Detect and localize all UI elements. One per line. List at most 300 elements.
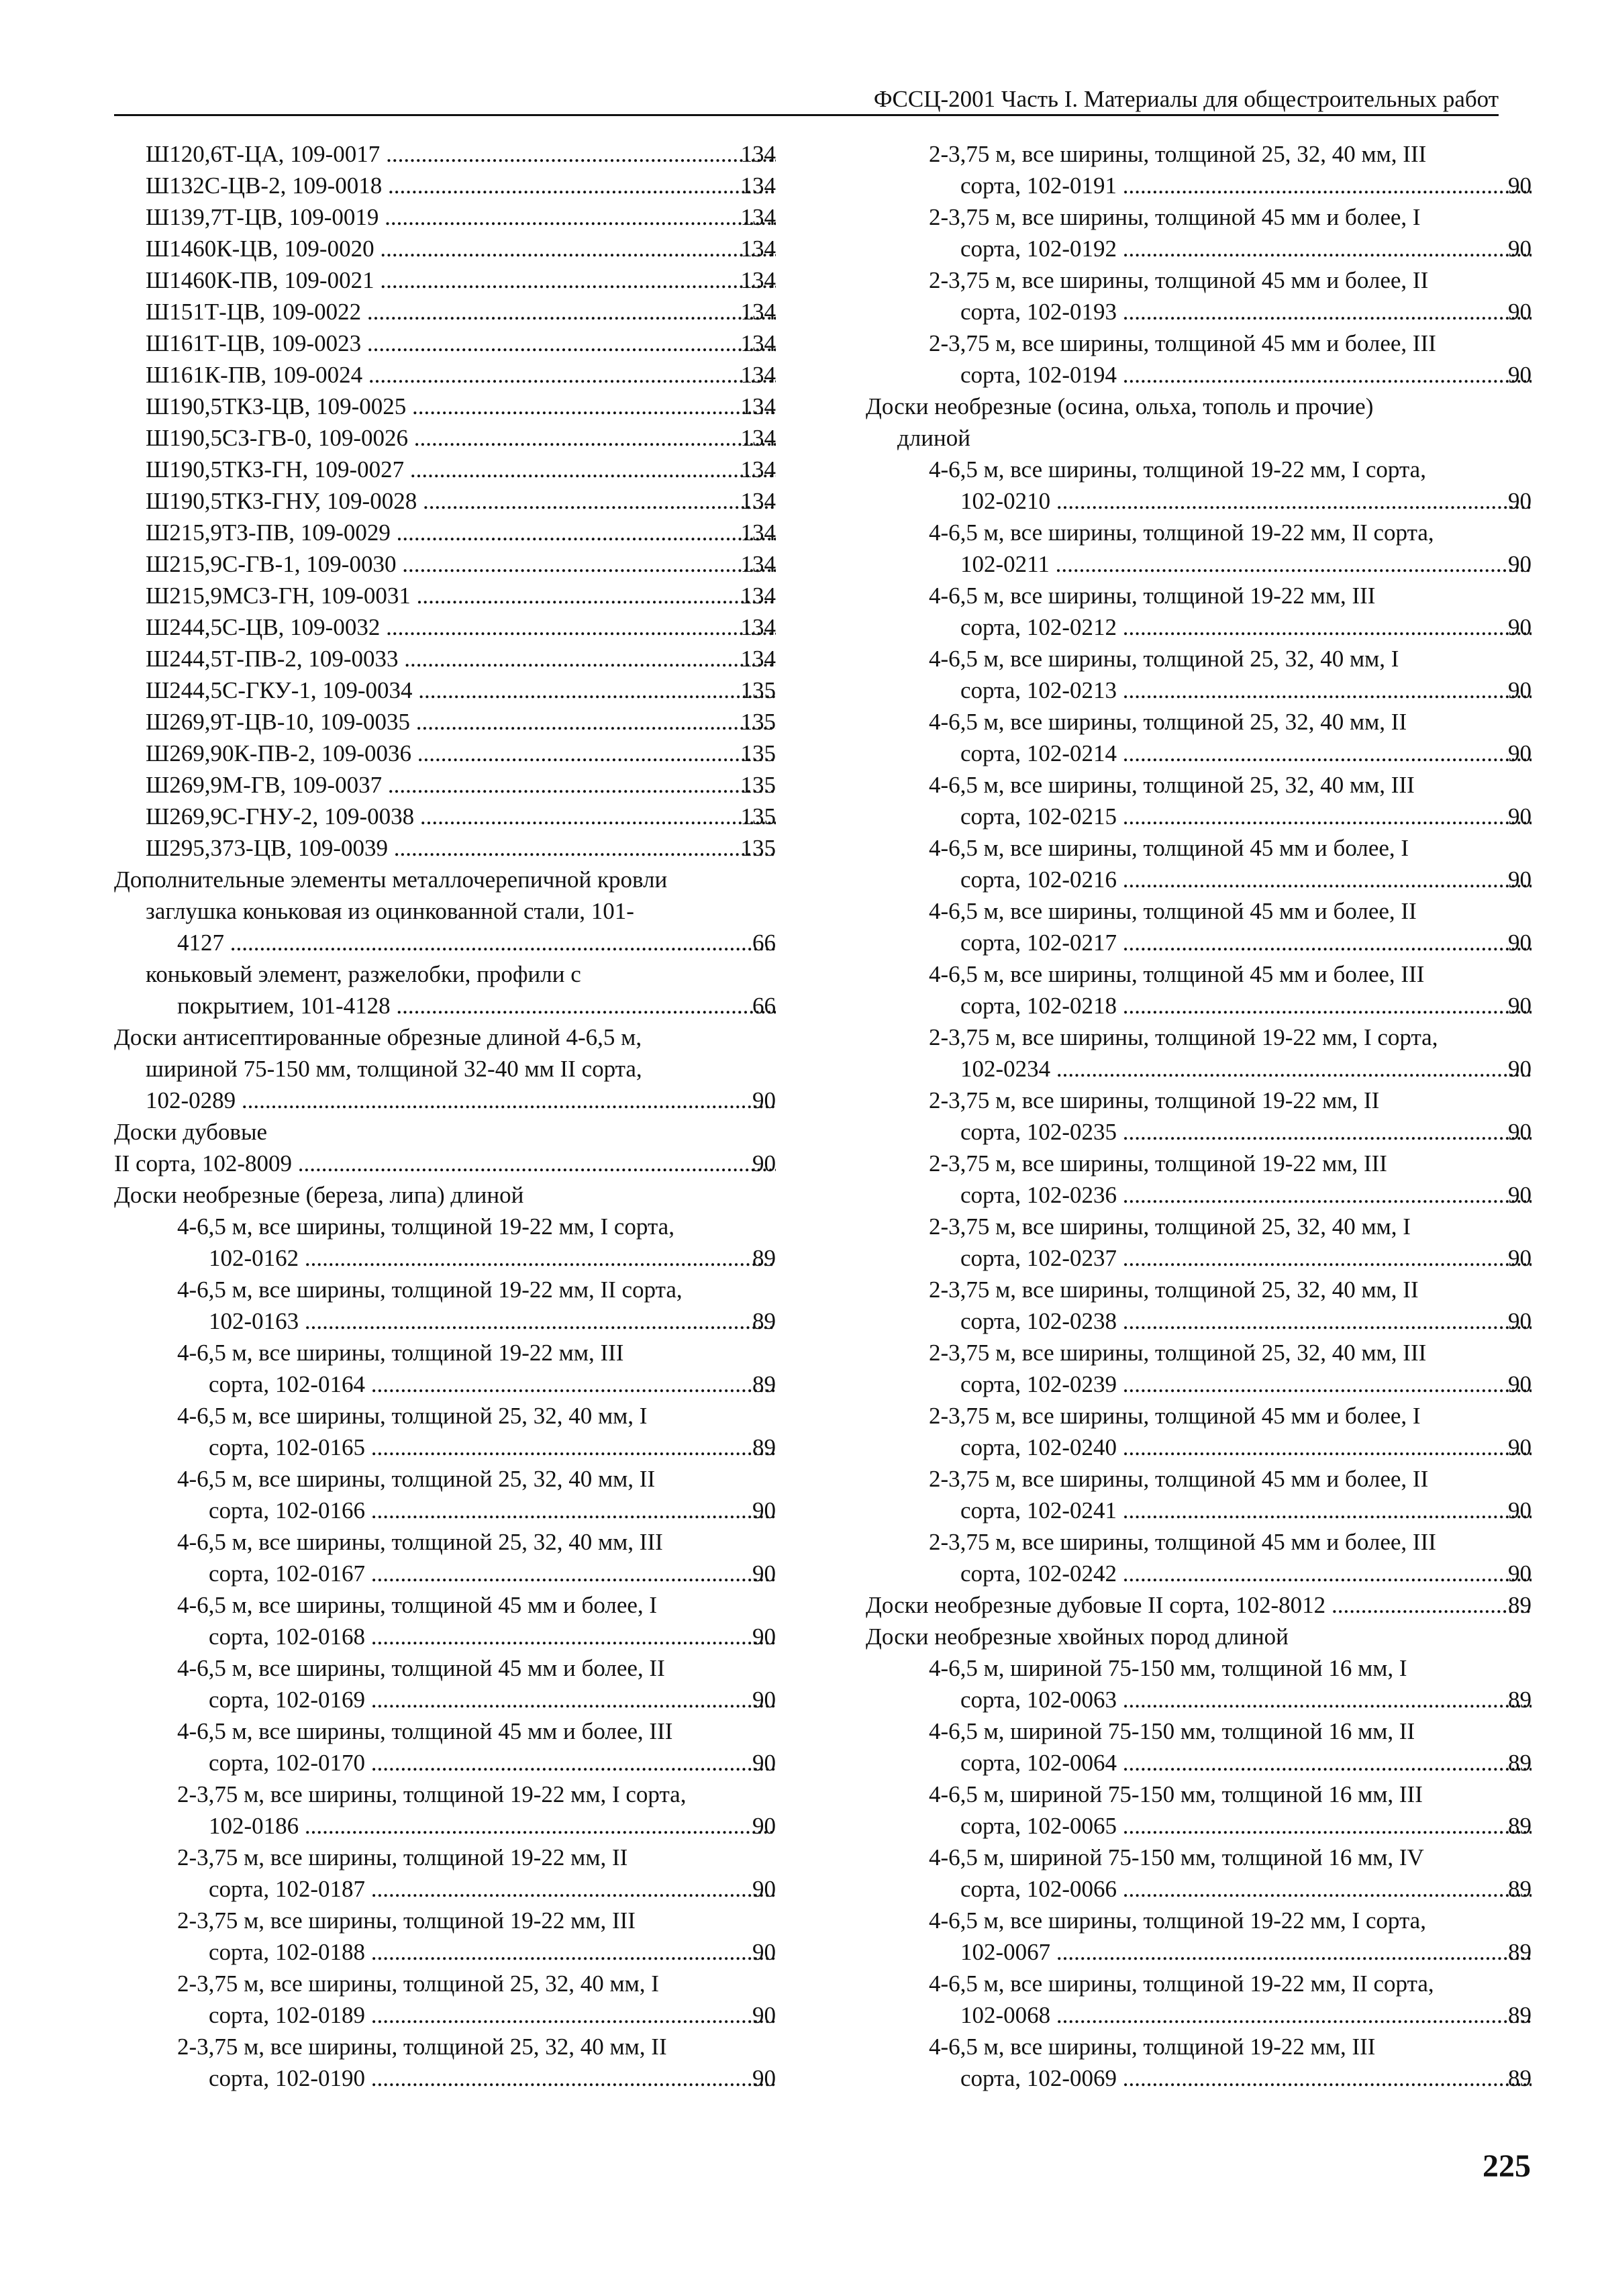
index-entry-text: 2-3,75 м, все ширины, толщиной 25, 32, 40 мм, III (929, 141, 1427, 167)
index-entry (114, 643, 776, 675)
index-entry-line (114, 1400, 776, 1432)
index-entry (866, 201, 1532, 264)
page-number: 225 (1483, 2148, 1531, 2184)
index-entry-text: Ш161К-ПВ, 109-0024 (146, 362, 363, 388)
index-entry-line (866, 958, 1532, 990)
index-column-right (866, 138, 1532, 2094)
index-entry-text: сорта, 102-0213 (960, 677, 1117, 703)
index-entry-text: сорта, 102-0217 (960, 930, 1117, 956)
index-page-ref: 134 (739, 359, 776, 391)
index-entry-continuation (114, 1621, 776, 1652)
index-entry-line (114, 643, 776, 675)
index-entry-text: Доски необрезные хвойных пород длиной (866, 1624, 1289, 1650)
index-entry (866, 1652, 1532, 1715)
index-entry (114, 328, 776, 359)
index-entry-text: 102-0068 (960, 2002, 1051, 2028)
index-entry-text: 4-6,5 м, все ширины, толщиной 45 мм и более, III (177, 1718, 673, 1744)
index-entry-continuation (114, 1558, 776, 1589)
index-entry-text: Ш244,5Т-ПВ-2, 109-0033 (146, 646, 399, 672)
index-column-left (114, 138, 776, 2094)
index-page-ref: 90 (750, 1747, 776, 1779)
index-entry-text: 2-3,75 м, все ширины, толщиной 19-22 мм, II (929, 1087, 1380, 1113)
index-entry (866, 391, 1532, 454)
index-entry (114, 138, 776, 170)
index-entry (114, 2031, 776, 2094)
index-entry-line (114, 1337, 776, 1368)
index-entry (114, 580, 776, 611)
index-entry-text: 4-6,5 м, шириной 75-150 мм, толщиной 16 мм, I (929, 1655, 1407, 1681)
index-page-ref: 66 (750, 990, 776, 1021)
index-page-ref: 90 (1506, 1495, 1532, 1526)
index-page-ref: 134 (739, 296, 776, 328)
index-entry-continuation (866, 296, 1532, 328)
index-page-ref: 135 (739, 675, 776, 706)
index-entry-line (866, 769, 1532, 801)
index-entry (114, 1274, 776, 1337)
index-entry-continuation (866, 170, 1532, 201)
index-entry-continuation (866, 1305, 1532, 1337)
index-page-ref: 89 (1506, 1873, 1532, 1905)
index-entry-text: Ш190,5СЗ-ГВ-0, 109-0026 (146, 425, 408, 451)
index-entry-text: сорта, 102-0168 (209, 1624, 365, 1650)
index-entry-continuation (866, 1116, 1532, 1148)
index-page-ref: 90 (1506, 1179, 1532, 1211)
index-entry-text: 102-0067 (960, 1939, 1051, 1965)
index-entry (866, 1337, 1532, 1400)
index-entry-line (114, 1842, 776, 1873)
index-entry-line (114, 895, 776, 927)
index-entry-text: заглушка коньковая из оцинкованной стали, 101- (146, 898, 634, 924)
index-page-ref: 134 (739, 580, 776, 611)
index-page-ref: 134 (739, 138, 776, 170)
index-page-ref: 90 (750, 1148, 776, 1179)
index-entry-text: коньковый элемент, разжелобки, профили с (146, 961, 581, 987)
index-page-ref: 89 (1506, 1747, 1532, 1779)
index-entry-text: сорта, 102-0235 (960, 1119, 1117, 1145)
index-entry (114, 1179, 776, 1211)
index-entry-line (866, 1337, 1532, 1368)
index-entry-text: 2-3,75 м, все ширины, толщиной 25, 32, 40 мм, I (929, 1213, 1411, 1240)
index-entry-text: Ш1460К-ПВ, 109-0021 (146, 267, 374, 293)
index-entry-text: 102-0163 (209, 1308, 299, 1334)
index-entry (114, 1211, 776, 1274)
index-entry-line (866, 1905, 1532, 1936)
index-entry-continuation (866, 1242, 1532, 1274)
index-page-ref: 134 (739, 454, 776, 485)
index-entry-line (866, 1148, 1532, 1179)
index-entry (114, 359, 776, 391)
index-page-ref: 90 (750, 1621, 776, 1652)
index-entry-text: 2-3,75 м, все ширины, толщиной 45 мм и более, II (929, 1466, 1429, 1492)
index-page-ref: 89 (1506, 1684, 1532, 1715)
index-page-ref: 90 (750, 2062, 776, 2094)
index-entry-text: сорта, 102-0240 (960, 1434, 1117, 1460)
index-entry-line (114, 1905, 776, 1936)
index-entry-text: Доски необрезные дубовые II сорта, 102-8012 (866, 1592, 1326, 1618)
index-entry-text: Ш244,5С-ЦВ, 109-0032 (146, 614, 381, 640)
index-entry-line (114, 675, 776, 706)
index-entry-line (866, 643, 1532, 675)
index-page-ref: 90 (1506, 548, 1532, 580)
index-entry-continuation (866, 233, 1532, 264)
index-entry-line (114, 359, 776, 391)
index-entry-line (114, 201, 776, 233)
index-entry-text: Ш215,9МСЗ-ГН, 109-0031 (146, 583, 411, 609)
index-entry-text: 102-0186 (209, 1813, 299, 1839)
index-page-ref: 90 (1506, 485, 1532, 517)
index-entry-text: сорта, 102-0189 (209, 2002, 365, 2028)
index-entry-text: Ш269,9М-ГВ, 109-0037 (146, 772, 383, 798)
index-page-ref: 89 (750, 1305, 776, 1337)
index-entry-text: 102-0211 (960, 551, 1050, 577)
index-page-ref: 90 (1506, 801, 1532, 832)
index-entry-text: 4-6,5 м, все ширины, толщиной 45 мм и более, III (929, 961, 1425, 987)
index-entry-line (114, 1715, 776, 1747)
index-entry-text: Ш161Т-ЦВ, 109-0023 (146, 330, 362, 356)
index-entry (866, 1589, 1532, 1621)
index-entry-text: Ш190,5ТКЗ-ГНУ, 109-0028 (146, 488, 417, 514)
index-entry (114, 296, 776, 328)
index-entry (114, 611, 776, 643)
index-page-ref: 134 (739, 170, 776, 201)
index-entry-line (114, 1526, 776, 1558)
index-entry-text: сорта, 102-0193 (960, 299, 1117, 325)
index-entry-continuation (866, 1053, 1532, 1085)
index-entry-text: 2-3,75 м, все ширины, толщиной 45 мм и более, II (929, 267, 1429, 293)
index-entry-line (114, 328, 776, 359)
index-entry-continuation (866, 422, 1532, 454)
index-entry-line (114, 517, 776, 548)
index-entry (114, 391, 776, 422)
index-page-ref: 135 (739, 706, 776, 738)
index-entry-line (114, 1274, 776, 1305)
index-entry-line (114, 1652, 776, 1684)
index-entry-text: 4-6,5 м, все ширины, толщиной 19-22 мм, II сорта, (929, 1970, 1434, 1997)
index-entry (114, 675, 776, 706)
index-entry (114, 1526, 776, 1589)
index-entry (114, 264, 776, 296)
index-entry (114, 1968, 776, 2031)
index-entry (866, 517, 1532, 580)
index-page-ref: 134 (739, 548, 776, 580)
index-page-ref: 90 (1506, 1242, 1532, 1274)
index-entry-text: Ш244,5С-ГКУ-1, 109-0034 (146, 677, 413, 703)
index-entry-line (866, 1085, 1532, 1116)
index-entry (866, 454, 1532, 517)
index-entry-line (114, 958, 776, 990)
index-page-ref: 135 (739, 769, 776, 801)
index-entry-text: сорта, 102-0065 (960, 1813, 1117, 1839)
index-entry-text: сорта, 102-0215 (960, 803, 1117, 830)
index-entry-continuation (866, 1810, 1532, 1842)
index-entry-line (114, 580, 776, 611)
index-entry-line (866, 1589, 1532, 1621)
index-entry-text: сорта, 102-0190 (209, 2065, 365, 2091)
index-page-ref: 89 (1506, 1999, 1532, 2031)
index-page-ref: 89 (1506, 1936, 1532, 1968)
index-entry-text: 4-6,5 м, все ширины, толщиной 19-22 мм, III (929, 2034, 1376, 2060)
index-entry (866, 706, 1532, 769)
index-page-ref: 135 (739, 738, 776, 769)
index-entry-line (114, 769, 776, 801)
index-page-ref: 90 (750, 1495, 776, 1526)
index-entry-line (866, 1652, 1532, 1684)
index-entry-text: 2-3,75 м, все ширины, толщиной 25, 32, 40 мм, II (929, 1277, 1419, 1303)
index-entry-line (866, 1021, 1532, 1053)
index-entry (866, 2031, 1532, 2094)
index-entry-text: Ш1460К-ЦВ, 109-0020 (146, 236, 374, 262)
index-entry-text: 102-0289 (146, 1087, 236, 1113)
index-entry (866, 1715, 1532, 1779)
index-entry-text: Ш215,9ТЗ-ПВ, 109-0029 (146, 519, 391, 546)
index-entry-text: 4-6,5 м, все ширины, толщиной 25, 32, 40 мм, II (929, 709, 1407, 735)
index-entry-text: 4-6,5 м, все ширины, толщиной 19-22 мм, I сорта, (177, 1213, 674, 1240)
index-entry (114, 1400, 776, 1463)
index-entry-continuation (114, 1305, 776, 1337)
index-entry-line (866, 1715, 1532, 1747)
index-entry (866, 895, 1532, 958)
index-entry (866, 1463, 1532, 1526)
index-entry (114, 738, 776, 769)
index-entry-text: сорта, 102-0164 (209, 1371, 365, 1397)
index-page-ref: 90 (750, 1810, 776, 1842)
index-entry-line (866, 1274, 1532, 1305)
index-page-ref: 89 (750, 1242, 776, 1274)
index-entry-line (114, 738, 776, 769)
index-entry-text: шириной 75-150 мм, толщиной 32-40 мм II сорта, (146, 1056, 642, 1082)
index-entry-line (866, 517, 1532, 548)
index-entry (114, 1021, 776, 1116)
index-entry (866, 138, 1532, 201)
index-entry-line (114, 801, 776, 832)
index-entry-line (114, 485, 776, 517)
index-entry-text: сорта, 102-0236 (960, 1182, 1117, 1208)
index-entry-continuation (866, 611, 1532, 643)
index-entry (114, 1905, 776, 1968)
index-entry-line (114, 454, 776, 485)
index-entry-continuation (114, 927, 776, 958)
index-entry (114, 706, 776, 738)
index-entry-line (114, 1779, 776, 1810)
index-entry-text: 4-6,5 м, все ширины, толщиной 45 мм и более, II (177, 1655, 665, 1681)
index-entry-text: сорта, 102-0242 (960, 1560, 1117, 1587)
index-entry-continuation (866, 548, 1532, 580)
index-entry-text: сорта, 102-0212 (960, 614, 1117, 640)
index-entry-text: 2-3,75 м, все ширины, толщиной 25, 32, 40 мм, I (177, 1970, 659, 1997)
index-entry (866, 264, 1532, 328)
index-entry-line (114, 548, 776, 580)
index-entry-text: 2-3,75 м, все ширины, толщиной 25, 32, 40 мм, III (929, 1340, 1427, 1366)
index-entry (866, 1842, 1532, 1905)
index-page-ref: 134 (739, 328, 776, 359)
index-entry-line (866, 454, 1532, 485)
index-entry-line (114, 1589, 776, 1621)
index-entry-line (866, 1621, 1532, 1652)
index-entry-text: 2-3,75 м, все ширины, толщиной 19-22 мм, I сорта, (177, 1781, 687, 1807)
index-entry (866, 1779, 1532, 1842)
index-entry-line (114, 1968, 776, 1999)
index-entry-line (866, 1968, 1532, 1999)
index-entry-line (114, 2031, 776, 2062)
index-entry-text: 4-6,5 м, все ширины, толщиной 19-22 мм, I сорта, (929, 456, 1426, 483)
index-entry-line (114, 138, 776, 170)
index-entry-text: Ш295,373-ЦВ, 109-0039 (146, 835, 388, 861)
index-page-ref: 90 (1506, 1053, 1532, 1085)
index-page-ref: 90 (750, 1558, 776, 1589)
index-entry-text: 2-3,75 м, все ширины, толщиной 19-22 мм, III (929, 1150, 1387, 1177)
index-entry-text: 2-3,75 м, все ширины, толщиной 25, 32, 40 мм, II (177, 2034, 667, 2060)
index-entry-text: сорта, 102-0066 (960, 1876, 1117, 1902)
index-entry-text: 4-6,5 м, все ширины, толщиной 25, 32, 40 мм, III (929, 772, 1415, 798)
index-entry-continuation (866, 990, 1532, 1021)
index-entry-text: Ш215,9С-ГВ-1, 109-0030 (146, 551, 397, 577)
index-entry-line (866, 1779, 1532, 1810)
index-entry (114, 548, 776, 580)
index-entry-text: 4-6,5 м, все ширины, толщиной 45 мм и более, II (929, 898, 1417, 924)
index-entry-text: 4-6,5 м, все ширины, толщиной 45 мм и более, I (929, 835, 1409, 861)
index-page-ref: 134 (739, 517, 776, 548)
index-entry-text: 102-0162 (209, 1245, 299, 1271)
index-entry (114, 895, 776, 958)
index-entry-text: покрытием, 101-4128 (177, 993, 391, 1019)
index-entry (866, 1148, 1532, 1211)
index-entry-line (866, 832, 1532, 864)
index-entry-text: 4-6,5 м, шириной 75-150 мм, толщиной 16 мм, IV (929, 1844, 1424, 1870)
index-entry (114, 485, 776, 517)
index-entry-line (866, 328, 1532, 359)
index-entry-continuation (114, 1432, 776, 1463)
index-entry-continuation (114, 1495, 776, 1526)
index-entry-text: 4-6,5 м, все ширины, толщиной 25, 32, 40 мм, I (929, 646, 1399, 672)
index-page-ref: 134 (739, 643, 776, 675)
index-entry (114, 832, 776, 864)
index-entry (114, 1337, 776, 1400)
index-entry-text: Ш139,7Т-ЦВ, 109-0019 (146, 204, 379, 230)
index-entry-line (114, 832, 776, 864)
index-entry-text: сорта, 102-0218 (960, 993, 1117, 1019)
index-entry-text: 4-6,5 м, все ширины, толщиной 19-22 мм, III (177, 1340, 624, 1366)
index-entry-continuation (866, 738, 1532, 769)
index-entry (114, 1589, 776, 1652)
index-page-ref: 134 (739, 611, 776, 643)
index-entry-text: 4-6,5 м, шириной 75-150 мм, толщиной 16 мм, III (929, 1781, 1423, 1807)
index-entry-line (114, 1463, 776, 1495)
index-page-ref: 90 (1506, 675, 1532, 706)
index-entry (114, 1779, 776, 1842)
index-entry-text: 102-0234 (960, 1056, 1051, 1082)
running-header (114, 86, 1499, 116)
index-entry (866, 1526, 1532, 1589)
index-entry-text: Доски необрезные (береза, липа) длиной (114, 1182, 524, 1208)
index-entry (114, 1116, 776, 1148)
running-header-text: ФССЦ-2001 Часть I. Материалы для общестроительных работ (873, 86, 1499, 112)
index-entry-line (114, 1211, 776, 1242)
index-page-ref: 134 (739, 201, 776, 233)
index-page-ref: 90 (1506, 233, 1532, 264)
index-page-ref: 89 (1506, 1589, 1532, 1621)
index-entry-text: 2-3,75 м, все ширины, толщиной 45 мм и более, III (929, 1529, 1436, 1555)
index-entry (866, 328, 1532, 391)
index-entry-text: сорта, 102-0064 (960, 1750, 1117, 1776)
index-entry (866, 1274, 1532, 1337)
index-entry (114, 1652, 776, 1715)
index-entry (114, 769, 776, 801)
index-page-ref: 134 (739, 391, 776, 422)
index-entry-line (866, 391, 1532, 422)
index-entry-line (866, 1463, 1532, 1495)
index-entry (866, 1400, 1532, 1463)
index-entry-continuation (866, 485, 1532, 517)
index-entry-continuation (866, 1999, 1532, 2031)
index-entry-text: Ш190,5ТКЗ-ЦВ, 109-0025 (146, 393, 407, 419)
index-page-ref: 90 (1506, 1558, 1532, 1589)
index-entry-continuation (114, 1242, 776, 1274)
index-entry-text: сорта, 102-0167 (209, 1560, 365, 1587)
index-page-ref: 90 (750, 1873, 776, 1905)
index-page-ref: 90 (1506, 170, 1532, 201)
index-entry-text: II сорта, 102-8009 (114, 1150, 293, 1177)
index-entry-line (866, 580, 1532, 611)
index-entry-continuation (114, 1368, 776, 1400)
index-entry-continuation (114, 1053, 776, 1085)
index-page-ref: 66 (750, 927, 776, 958)
index-page-ref: 90 (1506, 1305, 1532, 1337)
index-page-ref: 90 (1506, 864, 1532, 895)
index-entry (114, 801, 776, 832)
index-page-ref: 90 (1506, 990, 1532, 1021)
index-entry (114, 233, 776, 264)
index-page-ref: 90 (750, 1085, 776, 1116)
index-page-ref: 134 (739, 485, 776, 517)
index-entry-text: 4-6,5 м, все ширины, толщиной 19-22 мм, III (929, 583, 1376, 609)
index-page-ref: 90 (1506, 359, 1532, 391)
index-entry-line (866, 706, 1532, 738)
index-entry-text: 4-6,5 м, все ширины, толщиной 19-22 мм, II сорта, (177, 1277, 683, 1303)
index-entry-text: 4-6,5 м, все ширины, толщиной 25, 32, 40 мм, III (177, 1529, 663, 1555)
index-entry-line (114, 706, 776, 738)
index-entry-text: сорта, 102-0214 (960, 740, 1117, 766)
index-page-ref: 89 (1506, 2062, 1532, 2094)
index-entry-line (114, 233, 776, 264)
index-entry-text: Ш269,90К-ПВ-2, 109-0036 (146, 740, 411, 766)
index-page-ref: 90 (1506, 1432, 1532, 1463)
index-entry-line (866, 1211, 1532, 1242)
index-entry-continuation (866, 1368, 1532, 1400)
index-entry-text: 4-6,5 м, шириной 75-150 мм, толщиной 16 мм, II (929, 1718, 1415, 1744)
index-entry-text: сорта, 102-0241 (960, 1497, 1117, 1524)
index-page-ref: 90 (1506, 927, 1532, 958)
index-entry-line (866, 1842, 1532, 1873)
index-entry-line (866, 1526, 1532, 1558)
index-page-ref: 135 (739, 832, 776, 864)
index-entry-text: Доски дубовые (114, 1119, 267, 1145)
index-entry (866, 1968, 1532, 2031)
index-entry-line (114, 170, 776, 201)
index-entry-line (114, 391, 776, 422)
index-page-ref: 134 (739, 422, 776, 454)
index-entry-text: 2-3,75 м, все ширины, толщиной 45 мм и более, III (929, 330, 1436, 356)
index-entry-text: сорта, 102-0192 (960, 236, 1117, 262)
index-page-ref: 135 (739, 801, 776, 832)
index-entry (866, 1621, 1532, 1652)
index-entry-text: 4127 (177, 930, 224, 956)
index-entry-line (866, 201, 1532, 233)
index-entry-text: Ш132С-ЦВ-2, 109-0018 (146, 172, 383, 199)
index-entry-line (114, 1021, 776, 1053)
index-entry-text: Доски антисептированные обрезные длиной 4-6,5 м, (114, 1024, 642, 1050)
index-entry-text: сорта, 102-0239 (960, 1371, 1117, 1397)
index-entry-continuation (866, 1432, 1532, 1463)
